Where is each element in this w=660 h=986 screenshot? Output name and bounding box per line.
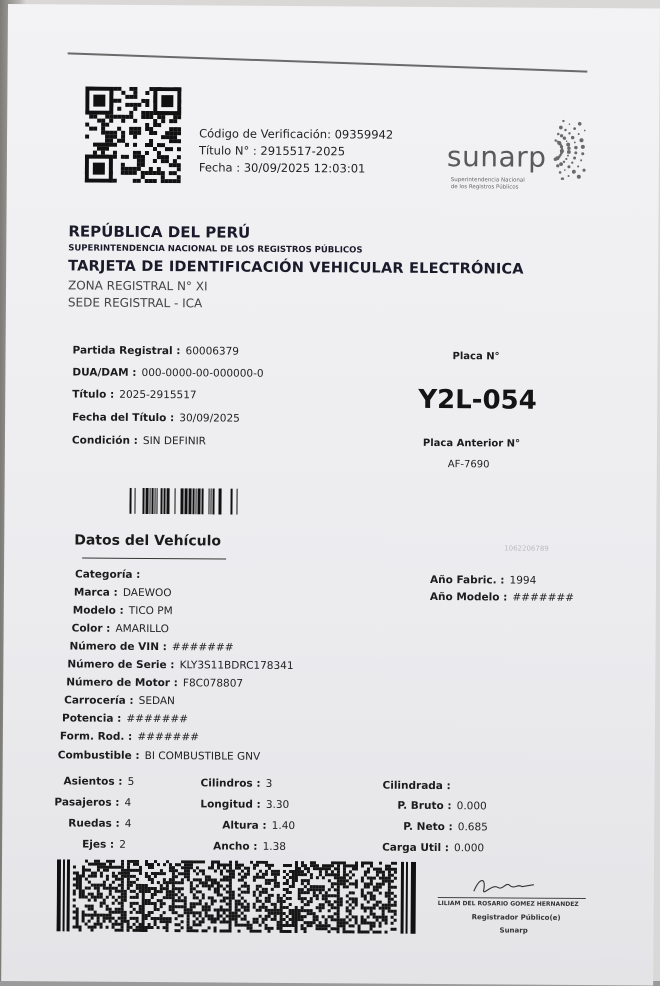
previous-plate-value: AF-7690 — [448, 459, 490, 470]
cilindros-row — [201, 771, 273, 791]
date-label: Fecha : — [199, 160, 240, 174]
categoria-row — [75, 562, 141, 581]
signature-scribble — [470, 873, 540, 899]
document-title: TARJETA DE IDENTIFICACIÓN VEHICULAR ELECTRÓNICA — [68, 258, 524, 277]
cilindrada-label: Cilindrada : — [383, 780, 451, 792]
pneto-label: P. Neto : — [403, 821, 453, 833]
fecha-titulo-label: Fecha del Título : — [72, 411, 174, 424]
motor-label: Número de Motor : — [66, 676, 178, 689]
color-value: AMARILLO — [115, 623, 169, 635]
fecha-titulo-value: 30/09/2025 — [179, 412, 240, 424]
anio-mod-value: ####### — [512, 592, 574, 604]
altura-label: Altura : — [222, 820, 266, 832]
ejes-value: 2 — [119, 839, 126, 851]
pasajeros-label: Pasajeros : — [54, 796, 119, 808]
dua-value: 000-0000-00-000000-0 — [142, 367, 264, 380]
serie-value: KLY3S11BDRC178341 — [180, 659, 294, 672]
verification-line — [199, 125, 393, 143]
potencia-label: Potencia : — [62, 712, 121, 724]
ancho-row — [213, 834, 286, 854]
condicion-row — [72, 428, 206, 448]
logo-subtitle-1: Superintendencia Nacional — [451, 177, 525, 185]
ejes-label: Ejes : — [82, 839, 114, 851]
ejes-row — [82, 833, 126, 852]
date-line — [199, 159, 366, 177]
ruedas-label: Ruedas : — [68, 817, 119, 829]
marca-label: Marca : — [74, 586, 118, 598]
qr-code — [85, 87, 182, 184]
signer-role: Registrador Público(e) — [472, 913, 561, 922]
verification-label: Código de Verificación: — [199, 126, 331, 141]
pneto-value: 0.685 — [458, 821, 488, 833]
ancho-value: 1.38 — [263, 841, 286, 853]
vin-value: ####### — [172, 641, 234, 653]
cilindrada-row — [383, 774, 451, 793]
condicion-value: SIN DEFINIR — [143, 435, 206, 447]
modelo-row — [73, 598, 173, 618]
pasajeros-value: 4 — [125, 797, 132, 809]
titulo-value: 2025-2915517 — [119, 389, 196, 402]
dua-label: DUA/DAM : — [72, 366, 136, 378]
condicion-label: Condición : — [72, 434, 138, 446]
title-label: Título N° : — [199, 143, 257, 157]
carroceria-label: Carrocería : — [64, 694, 134, 706]
ruedas-value: 4 — [125, 818, 132, 830]
vehicle-section-title: Datos del Vehículo — [74, 532, 221, 549]
marca-value: DAEWOO — [123, 587, 172, 599]
marca-row — [74, 580, 172, 600]
pasajeros-row — [54, 790, 131, 810]
large-2d-barcode — [57, 859, 417, 934]
partida-label: Partida Registral : — [73, 344, 181, 357]
signer-org: Sunarp — [500, 926, 528, 934]
office-heading: SEDE REGISTRAL - ICA — [68, 295, 202, 310]
partida-row — [73, 338, 240, 358]
anio-fab-value: 1994 — [510, 575, 537, 587]
small-barcode — [129, 488, 237, 515]
pbruto-value: 0.000 — [457, 800, 487, 812]
vin-label: Número de VIN : — [69, 640, 166, 653]
carga-value: 0.000 — [454, 842, 484, 854]
carga-row — [382, 836, 484, 856]
cilindros-value: 3 — [266, 778, 273, 790]
pbruto-label: P. Bruto : — [397, 800, 451, 812]
formrod-row — [60, 724, 199, 744]
previous-plate-label: Placa Anterior N° — [423, 438, 520, 450]
logo-subtitle-2: de los Registros Públicos — [451, 184, 525, 192]
asientos-value: 5 — [128, 776, 135, 788]
altura-row — [222, 814, 295, 834]
asientos-row — [64, 769, 135, 788]
title-line — [199, 142, 345, 160]
plate-number: Y2L-054 — [418, 385, 537, 416]
asientos-label: Asientos : — [64, 775, 123, 787]
modelo-label: Modelo : — [73, 604, 124, 616]
vin-row — [69, 634, 233, 654]
country-heading: REPÚBLICA DEL PERÚ — [68, 222, 250, 241]
anio-mod-row — [430, 585, 574, 605]
titulo-label: Título : — [72, 388, 114, 400]
plate-label: Placa N° — [453, 351, 500, 362]
pbruto-row — [397, 794, 486, 814]
color-label: Color : — [72, 622, 111, 634]
sunarp-logo-dots-icon — [522, 120, 586, 180]
ruedas-row — [68, 811, 131, 830]
longitud-label: Longitud : — [200, 798, 260, 810]
ancho-label: Ancho : — [213, 840, 257, 852]
formrod-value: ####### — [137, 731, 199, 743]
verification-code: 09359942 — [335, 127, 394, 141]
carga-label: Carga Util : — [382, 842, 449, 854]
anio-fab-label: Año Fabric. : — [430, 574, 505, 587]
combustible-row — [58, 743, 261, 763]
top-divider — [68, 52, 588, 72]
serie-label: Número de Serie : — [67, 658, 174, 671]
vehicle-section-underline — [82, 558, 226, 560]
potencia-value: ####### — [126, 713, 188, 725]
altura-value: 1.40 — [272, 820, 295, 832]
color-row — [72, 616, 169, 636]
potencia-row — [62, 706, 188, 726]
modelo-value: TICO PM — [129, 605, 173, 617]
formrod-label: Form. Rod. : — [60, 730, 132, 743]
agency-heading: SUPERINTENDENCIA NACIONAL DE LOS REGISTROS PÚBLICOS — [68, 243, 362, 255]
title-number: 2915517-2025 — [260, 144, 345, 159]
zone-heading: ZONA REGISTRAL N° XI — [68, 278, 208, 293]
motor-value: F8C078807 — [183, 677, 243, 689]
combustible-label: Combustible : — [58, 749, 140, 762]
titulo-row — [72, 382, 196, 402]
dua-row — [72, 360, 263, 380]
sunarp-logo: sunarp — [447, 140, 547, 174]
combustible-value: BI COMBUSTIBLE GNV — [145, 750, 261, 763]
partida-value: 60006379 — [186, 345, 240, 357]
ghost-code: 1062206789 — [504, 544, 549, 552]
categoria-label: Categoría : — [75, 568, 140, 580]
date-value: 30/09/2025 12:03:01 — [244, 161, 366, 176]
document-sheet — [1, 4, 660, 986]
cilindros-label: Cilindros : — [201, 777, 261, 789]
fecha-titulo-row — [72, 405, 240, 425]
pneto-row — [403, 815, 488, 835]
logo-subtitle — [451, 177, 525, 192]
longitud-row — [200, 792, 289, 812]
anio-mod-label: Año Modelo : — [430, 591, 508, 604]
longitud-value: 3.30 — [266, 799, 289, 811]
carroceria-row — [64, 688, 175, 708]
signer-name: LILIAM DEL ROSARIO GOMEZ HERNANDEZ — [438, 900, 579, 908]
carroceria-value: SEDAN — [139, 695, 175, 707]
